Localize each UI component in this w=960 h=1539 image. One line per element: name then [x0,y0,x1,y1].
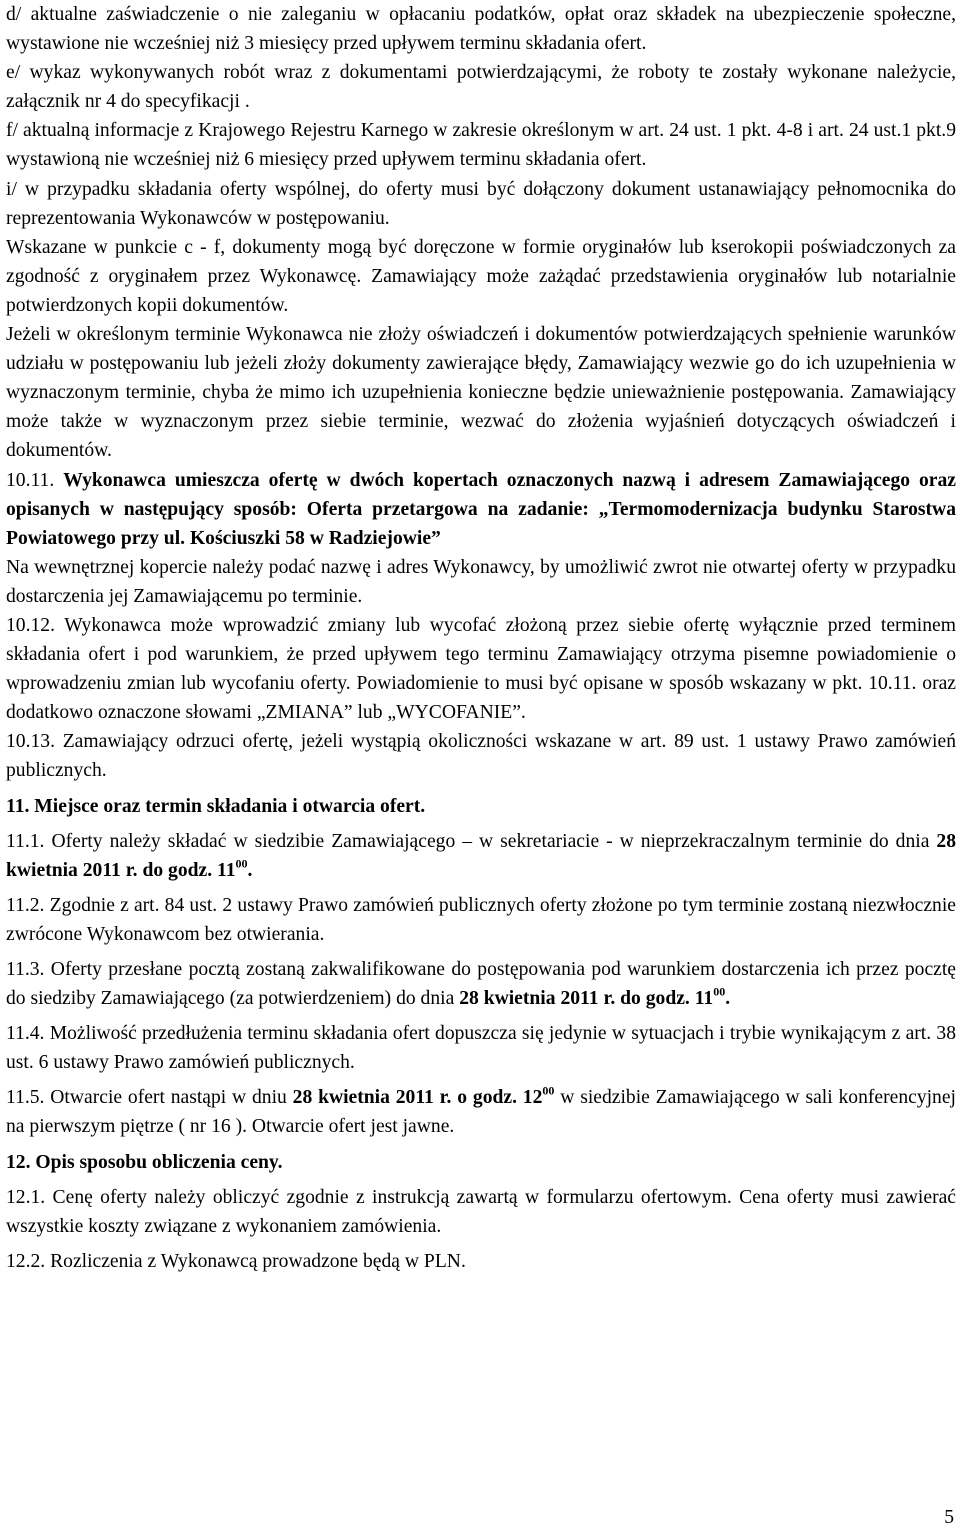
paragraph-12-2: 12.2. Rozliczenia z Wykonawcą prowadzone będą w PLN. [6,1250,466,1272]
paragraph-10-11 [6,466,956,553]
paragraph-11-5-date: 28 kwietnia 2011 r. o godz. 12 [292,1087,543,1109]
paragraph-wskazane: Wskazane w punkcie c - f, dokumenty mogą być doręczone w formie oryginałów lub kserokopii poświadczonych za zgodność z oryginałem przez Wykonawcę. Zamawiający może zażądać przedstawienia oryginałów lub notarialnie potwierdzonych kopii dokumentów. [6,236,956,316]
paragraph-11-5-sup: 00 [542,1083,555,1098]
page-number: 5 [944,1507,954,1528]
paragraph-11-3-sup: 00 [713,984,726,999]
paragraph-10-11-bold: Wykonawca umieszcza ofertę w dwóch kopertach oznaczonych nazwą i adresem Zamawiającego oraz opisanych w następujący sposób: Oferta przetargowa na zadanie: „Termomodernizacja budynku Starostwa Powiatowego przy ul. Kościuszki 58 w Radziejowie” [6,469,956,549]
paragraph-e: e/ wykaz wykonywanych robót wraz z dokumentami potwierdzającymi, że roboty te zostały wykonane należycie, załącznik nr 4 do specyfikacji . [6,62,956,113]
paragraph-11-3-end: . [725,988,731,1010]
paragraph-11-3 [6,955,956,1013]
paragraph-11-1-date: 28 kwietnia 2011 r. do godz. 11 [6,830,956,881]
paragraph-11-1-end: . [247,859,253,881]
paragraph-11-5-b: w siedzibie Zamawiającego w sali konferencyjnej na pierwszym piętrze ( nr 16 ). Otwarcie ofert jest jawne. [6,1087,956,1138]
paragraph-11-5-a: 11.5. Otwarcie ofert nastąpi w dniu [6,1087,293,1109]
paragraph-10-12: 10.12. Wykonawca może wprowadzić zmiany lub wycofać złożoną przez siebie ofertę wyłącznie przed terminem składania ofert i pod warunkiem, że przed upływem tego terminu Zamawiający otrzyma pisemne powiadomienie o wprowadzeniu zmian lub wycofaniu oferty. Powiadomienie to musi być opisane w sposób wskazany w pkt. 10.11. oraz dodatkowo oznaczone słowami „ZMIANA” lub „WYCOFANIE”. [6,614,956,724]
paragraph-11-3-text: 11.3. Oferty przesłane pocztą zostaną zakwalifikowane do postępowania pod warunkiem dostarczenia ich przez pocztę do siedziby Zamawiającego (za potwierdzeniem) do dnia [6,959,956,1010]
heading-section-11: 11. Miejsce oraz termin składania i otwarcia ofert. [6,795,426,817]
section-number-10-11: 10.11. [6,469,55,491]
paragraph-jezeli: Jeżeli w określonym terminie Wykonawca nie złoży oświadczeń i dokumentów potwierdzających spełnienie warunków udziału w postępowaniu lub jeżeli złoży dokumenty zawierające błędy, Zamawiający wezwie go do ich uzupełnienia w wyznaczonym terminie, chyba że mimo ich uzupełnienia konieczne będzie unieważnienie postępowania. Zamawiający może także w wyznaczonym przez siebie terminie, wezwać do złożenia wyjaśnień dotyczących oświadczeń i dokumentów. [6,324,956,462]
paragraph-10-11-rest: Na wewnętrznej kopercie należy podać nazwę i adres Wykonawcy, by umożliwić zwrot nie otwartej oferty w przypadku dostarczenia jej Zamawiającemu po terminie. [6,556,956,607]
document-page [6,0,956,1276]
paragraph-12-1: 12.1. Cenę oferty należy obliczyć zgodnie z instrukcją zawartą w formularzu ofertowym. Cena oferty musi zawierać wszystkie koszty związane z wykonaniem zamówienia. [6,1186,956,1237]
heading-section-12: 12. Opis sposobu obliczenia ceny. [6,1151,283,1173]
paragraph-11-2: 11.2. Zgodnie z art. 84 ust. 2 ustawy Prawo zamówień publicznych oferty złożone po tym terminie zostaną niezwłocznie zwrócone Wykonawcom bez otwierania. [6,894,956,945]
paragraph-11-1-text: 11.1. Oferty należy składać w siedzibie Zamawiającego – w sekretariacie - w nieprzekraczalnym terminie do dnia [6,830,937,852]
paragraph-d: d/ aktualne zaświadczenie o nie zaleganiu w opłacaniu podatków, opłat oraz składek na ubezpieczenie społeczne, wystawione nie wcześniej niż 3 miesięcy przed upływem terminu składania ofert. [6,4,956,55]
paragraph-11-5 [6,1083,956,1141]
paragraph-11-3-date: 28 kwietnia 2011 r. do godz. 11 [459,988,714,1010]
paragraph-i: i/ w przypadku składania oferty wspólnej, do oferty musi być dołączony dokument ustanawiający pełnomocnika do reprezentowania Wykonawców w postępowaniu. [6,178,956,229]
paragraph-11-4: 11.4. Możliwość przedłużenia terminu składania ofert dopuszcza się jedynie w sytuacjach i trybie wynikającym z art. 38 ust. 6 ustawy Prawo zamówień publicznych. [6,1023,956,1074]
paragraph-11-1 [6,827,956,885]
paragraph-10-13: 10.13. Zamawiający odrzuci ofertę, jeżeli wystąpią okoliczności wskazane w art. 89 ust. 1 ustawy Prawo zamówień publicznych. [6,731,956,782]
paragraph-11-1-sup: 00 [235,856,248,871]
paragraph-f: f/ aktualną informacje z Krajowego Rejestru Karnego w zakresie określonym w art. 24 ust. 1 pkt. 4-8 i art. 24 ust.1 pkt.9 wystawioną nie wcześniej niż 6 miesięcy przed upływem terminu składania ofert. [6,120,956,171]
